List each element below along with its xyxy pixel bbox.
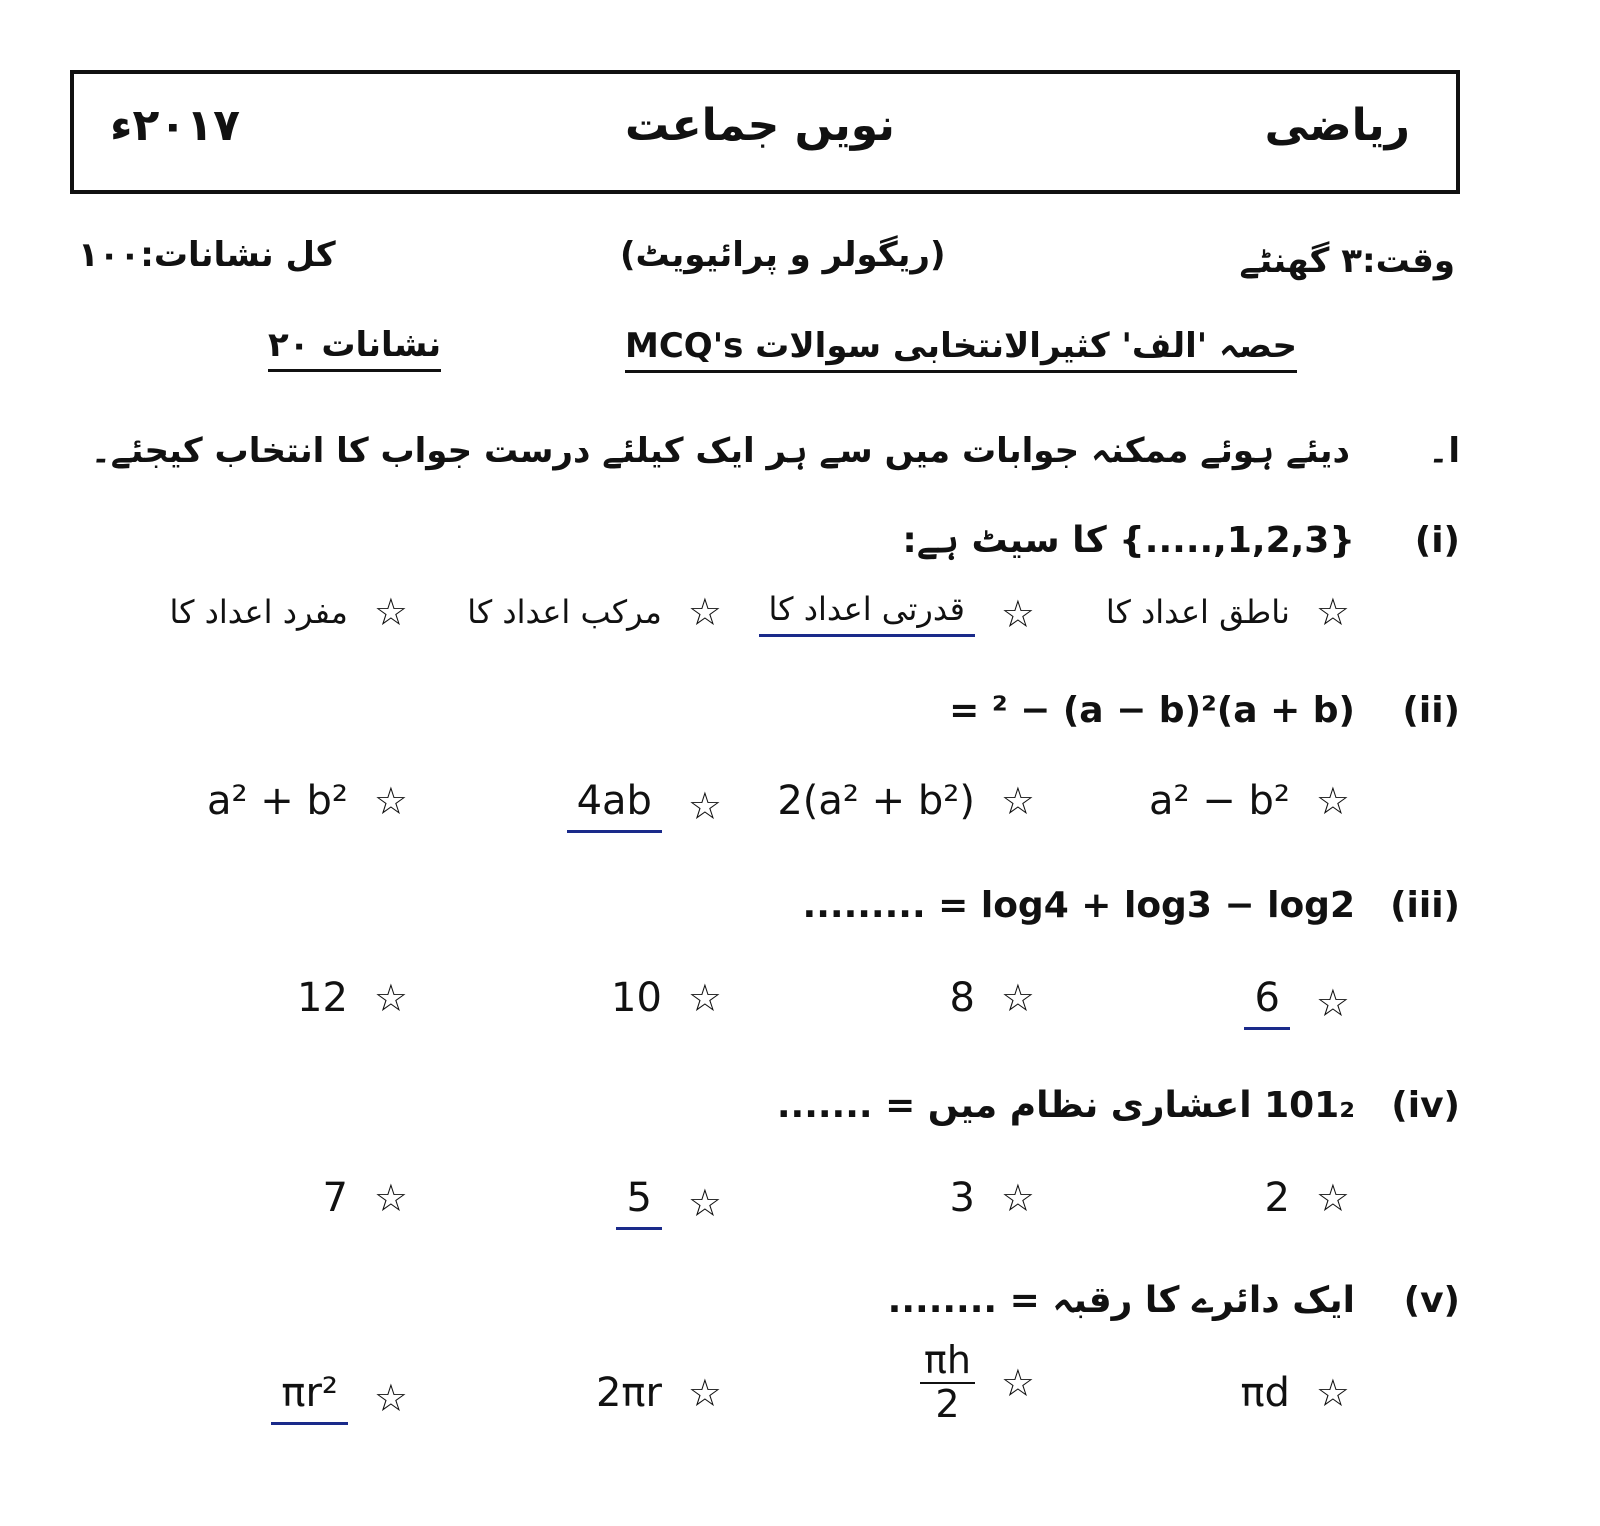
- star-bullet-icon: ☆: [1000, 1176, 1035, 1220]
- option-fraction: [920, 1340, 975, 1426]
- star-bullet-icon: ☆: [1315, 779, 1350, 823]
- option-label: 2πr: [595, 1370, 662, 1416]
- star-bullet-icon: ☆: [687, 1371, 722, 1415]
- option-1[interactable]: [1264, 1175, 1350, 1221]
- star-bullet-icon: ☆: [1000, 591, 1035, 636]
- option-4[interactable]: [271, 1370, 408, 1425]
- option-label: 2: [1264, 1175, 1290, 1221]
- option-3[interactable]: [567, 778, 722, 833]
- option-2[interactable]: [949, 975, 1035, 1021]
- option-label: 5: [616, 1175, 661, 1230]
- option-1[interactable]: [1149, 778, 1350, 824]
- option-2[interactable]: [777, 778, 1035, 824]
- option-1[interactable]: [1244, 975, 1350, 1030]
- option-label: 6: [1244, 975, 1289, 1030]
- option-label: 2(a² + b²): [777, 778, 975, 824]
- option-3[interactable]: [616, 1175, 722, 1230]
- option-4[interactable]: [297, 975, 408, 1021]
- option-3[interactable]: [467, 590, 722, 634]
- option-label: مرکب اعداد کا: [467, 593, 662, 631]
- exam-type: (ریگولر و پرائیویٹ): [620, 235, 946, 275]
- question-number: (iii): [1390, 885, 1460, 926]
- question-number: (i): [1414, 520, 1460, 561]
- subject-title: ریاضی: [1264, 100, 1410, 151]
- option-label: a² − b²: [1149, 778, 1290, 824]
- star-bullet-icon: ☆: [687, 976, 722, 1020]
- option-label: 4ab: [567, 778, 662, 833]
- star-bullet-icon: ☆: [687, 1180, 722, 1225]
- class-title: نویں جماعت: [625, 100, 895, 151]
- star-bullet-icon: ☆: [373, 976, 408, 1020]
- option-4[interactable]: [207, 778, 408, 824]
- star-bullet-icon: ☆: [373, 779, 408, 823]
- option-label: 10: [611, 975, 662, 1021]
- option-label: πd: [1240, 1370, 1290, 1416]
- star-bullet-icon: ☆: [1315, 1371, 1350, 1415]
- question-number: (v): [1403, 1280, 1460, 1321]
- star-bullet-icon: ☆: [1315, 1176, 1350, 1220]
- instruction-text: دیئے ہوئے ممکنہ جوابات میں سے ہر ایک کیلئے درست جواب کا انتخاب کیجئے۔: [90, 431, 1350, 471]
- question-number: (iv): [1391, 1085, 1460, 1126]
- star-bullet-icon: ☆: [687, 783, 722, 828]
- option-3[interactable]: [596, 1370, 722, 1416]
- question-text: ایک دائرے کا رقبہ = ........: [887, 1280, 1355, 1321]
- option-label: 12: [297, 975, 348, 1021]
- time-allowed: وقت:۳ گھنٹے: [1239, 241, 1455, 281]
- star-bullet-icon: ☆: [373, 1176, 408, 1220]
- star-bullet-icon: ☆: [1315, 590, 1350, 634]
- question-text: 101₂ اعشاری نظام میں = .......: [776, 1085, 1355, 1126]
- section-title: حصہ 'الف' کثیرالانتخابی سوالات MCQ's: [625, 325, 1297, 373]
- option-3[interactable]: [611, 975, 722, 1021]
- option-label: مفرد اعداد کا: [169, 593, 348, 631]
- fraction-denominator: 2: [935, 1381, 960, 1426]
- option-label: قدرتی اعداد کا: [759, 590, 975, 637]
- option-label: 7: [322, 1175, 348, 1221]
- option-4[interactable]: [322, 1175, 408, 1221]
- instruction-number: ا۔: [1428, 431, 1460, 471]
- star-bullet-icon: ☆: [1000, 976, 1035, 1020]
- exam-year: ۲۰۱۷ء: [110, 100, 240, 151]
- question-text: (a + b)² − (a − b)² =: [949, 690, 1355, 731]
- star-bullet-icon: ☆: [1315, 980, 1350, 1025]
- option-label: ناطق اعداد کا: [1105, 593, 1290, 631]
- option-1[interactable]: [1240, 1370, 1350, 1416]
- option-label: 8: [949, 975, 975, 1021]
- option-label: πr²: [271, 1370, 348, 1425]
- option-2[interactable]: [949, 1175, 1035, 1221]
- option-label: 3: [949, 1175, 975, 1221]
- option-2[interactable]: [920, 1340, 1035, 1426]
- option-2[interactable]: [759, 590, 1035, 637]
- option-1[interactable]: [1106, 590, 1350, 634]
- star-bullet-icon: ☆: [373, 1375, 408, 1420]
- question-number: (ii): [1402, 690, 1460, 731]
- star-bullet-icon: ☆: [1000, 779, 1035, 823]
- option-label: a² + b²: [207, 778, 348, 824]
- option-4[interactable]: [169, 590, 408, 634]
- total-marks: کل نشانات:۱۰۰: [78, 235, 336, 275]
- star-bullet-icon: ☆: [687, 590, 722, 634]
- star-bullet-icon: ☆: [1000, 1360, 1035, 1405]
- star-bullet-icon: ☆: [373, 590, 408, 634]
- section-marks: نشانات ۲۰: [268, 325, 441, 372]
- fraction-numerator: πh: [920, 1340, 975, 1384]
- question-text: log4 + log3 − log2 = .........: [802, 885, 1355, 926]
- question-text: {1,2,3,.....} کا سیٹ ہے:: [902, 520, 1355, 561]
